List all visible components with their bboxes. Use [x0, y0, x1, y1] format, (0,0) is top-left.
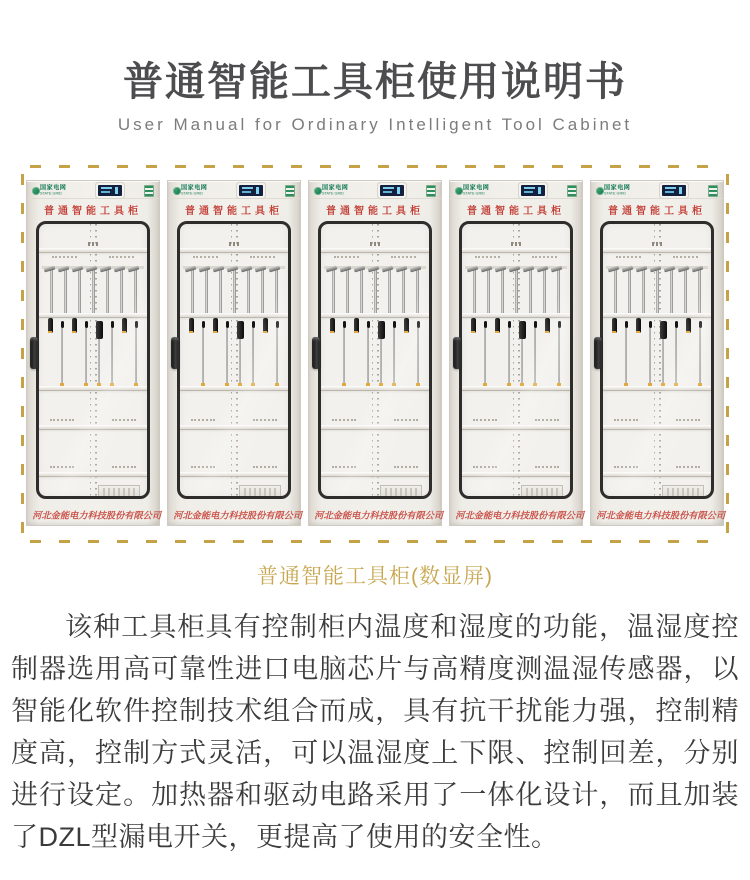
top-shelf-section — [39, 224, 147, 248]
insulated-rod — [501, 270, 504, 313]
door-handle — [453, 337, 461, 369]
shelf — [462, 248, 570, 253]
bottom-section — [321, 477, 429, 499]
shelf — [321, 386, 429, 391]
shelf — [321, 425, 429, 430]
top-shelf-section — [321, 224, 429, 248]
state-grid-emblem-icon — [455, 187, 463, 195]
vent-icon — [708, 185, 718, 197]
top-shelf-section — [462, 224, 570, 248]
vent-icon — [426, 185, 436, 197]
page-subtitle: User Manual for Ordinary Intelligent Tool Cabinet — [117, 115, 633, 134]
empty-shelf-section — [603, 430, 711, 472]
state-grid-emblem-icon — [173, 187, 181, 195]
cabinet — [167, 180, 301, 526]
brand-subname: STATE GRID — [181, 191, 203, 196]
hand-tool — [72, 318, 77, 333]
manufacturer-name: 河北金能电力科技股份有限公司 — [32, 511, 162, 522]
hand-tool — [404, 318, 409, 333]
insulated-rod — [346, 270, 349, 313]
cabinet-header — [309, 181, 441, 199]
hand-tool — [96, 318, 103, 386]
hand-tool — [495, 318, 500, 333]
door-handle — [171, 337, 179, 369]
cabinet-glass-door — [318, 221, 432, 499]
vent-icon — [285, 185, 295, 197]
insulated-rod-row — [603, 261, 711, 313]
shelf — [462, 472, 570, 477]
shelf — [39, 248, 147, 253]
insulated-rod — [374, 270, 377, 313]
bottom-section — [180, 477, 288, 499]
insulated-rod — [642, 270, 645, 313]
cabinet-glass-door — [36, 221, 150, 499]
insulated-rod — [515, 270, 518, 313]
hand-tool — [698, 318, 702, 386]
cabinet-glass-door — [459, 221, 573, 499]
cabinet-header — [168, 181, 300, 199]
cabinet-header — [591, 181, 723, 199]
insulated-rod — [219, 270, 222, 313]
shelf — [39, 425, 147, 430]
insulated-rod-row — [39, 261, 147, 313]
shelf — [321, 248, 429, 253]
hand-tool-row — [462, 318, 570, 386]
cabinet-glass-door — [600, 221, 714, 499]
state-grid-emblem-icon — [314, 187, 322, 195]
brand-name: 国家电网 — [322, 184, 349, 192]
insulated-rod — [106, 270, 109, 313]
hand-tool — [134, 318, 138, 386]
insulated-rod-row — [462, 261, 570, 313]
shelf — [462, 386, 570, 391]
state-grid-logo — [173, 181, 217, 200]
empty-shelf-section — [39, 430, 147, 472]
perforation-band — [462, 253, 570, 261]
insulated-rod — [191, 270, 194, 313]
hand-tool-row — [603, 318, 711, 386]
state-grid-emblem-icon — [32, 187, 40, 195]
temperature-display-icon — [380, 185, 404, 196]
state-grid-logo — [455, 181, 499, 200]
state-grid-logo-text — [463, 185, 489, 195]
insulated-rod — [487, 270, 490, 313]
shelf — [180, 248, 288, 253]
hand-tool — [251, 318, 255, 386]
manufacturer-name: 河北金能电力科技股份有限公司 — [173, 511, 303, 522]
hand-tool — [84, 318, 88, 386]
hand-tool — [612, 318, 617, 333]
manufacturer-name: 河北金能电力科技股份有限公司 — [455, 511, 585, 522]
insulated-rod — [92, 270, 95, 313]
manufacturer-name: 河北金能电力科技股份有限公司 — [314, 511, 444, 522]
temperature-display-icon — [662, 185, 686, 196]
empty-shelf-section — [321, 430, 429, 472]
insulated-rod — [50, 270, 53, 313]
hand-tool — [237, 318, 244, 386]
cabinet-panel-title: 普通智能工具柜 — [608, 206, 706, 217]
cabinet-header — [450, 181, 582, 199]
hand-tool — [507, 318, 511, 386]
hand-tool — [263, 318, 268, 333]
dashed-border-left — [21, 174, 24, 534]
heater-box — [662, 485, 704, 499]
shelf — [39, 472, 147, 477]
insulated-rod — [261, 270, 264, 313]
hand-tool-row — [180, 318, 288, 386]
cabinet-panel-title: 普通智能工具柜 — [44, 206, 142, 217]
insulated-rod — [416, 270, 419, 313]
hand-tool — [48, 318, 53, 333]
insulated-rod — [473, 270, 476, 313]
heater-box — [380, 485, 422, 499]
door-handle — [594, 337, 602, 369]
state-grid-emblem-icon — [596, 187, 604, 195]
insulated-rod — [134, 270, 137, 313]
insulated-rod-row — [321, 261, 429, 313]
bottom-section — [462, 477, 570, 499]
hand-tool — [686, 318, 691, 333]
insulated-rod — [275, 270, 278, 313]
empty-shelf-section — [321, 391, 429, 425]
cabinet-panel-title: 普通智能工具柜 — [467, 206, 565, 217]
brand-subname: STATE GRID — [463, 191, 485, 196]
empty-shelf-section — [462, 430, 570, 472]
page-title: 普通智能工具柜使用说明书 — [123, 60, 627, 104]
insulated-rod — [64, 270, 67, 313]
state-grid-logo — [32, 181, 76, 200]
empty-shelf-section — [180, 430, 288, 472]
hand-tool — [533, 318, 537, 386]
shelf — [180, 472, 288, 477]
hand-tool — [342, 318, 346, 386]
dashed-border-top — [30, 165, 720, 168]
bottom-section — [39, 477, 147, 499]
perforation-band — [603, 253, 711, 261]
dashed-border-bottom — [30, 540, 720, 543]
insulated-rod — [628, 270, 631, 313]
shelf — [603, 248, 711, 253]
hand-tool-row — [321, 318, 429, 386]
temperature-display-icon — [239, 185, 263, 196]
brand-subname: STATE GRID — [604, 191, 626, 196]
dashed-border-right — [726, 174, 729, 534]
perforation-band — [39, 253, 147, 261]
hand-tool — [213, 318, 218, 333]
insulated-rod — [614, 270, 617, 313]
insulated-rod — [360, 270, 363, 313]
heater-box — [521, 485, 563, 499]
cabinet — [26, 180, 160, 526]
hand-tool — [557, 318, 561, 386]
hand-tool — [225, 318, 229, 386]
cabinet-header — [27, 181, 159, 199]
hand-tool — [330, 318, 335, 333]
brand-subname: STATE GRID — [322, 191, 344, 196]
hand-tool — [189, 318, 194, 333]
brand-subname: STATE GRID — [40, 191, 62, 196]
insulated-rod — [233, 270, 236, 313]
bottom-section — [603, 477, 711, 499]
insulated-rod — [402, 270, 405, 313]
shelf — [603, 425, 711, 430]
state-grid-logo — [596, 181, 640, 200]
cabinet-panel-title: 普通智能工具柜 — [326, 206, 424, 217]
heater-box — [239, 485, 281, 499]
door-handle — [30, 337, 38, 369]
product-figure — [21, 165, 729, 543]
shelf — [180, 425, 288, 430]
insulated-rod — [698, 270, 701, 313]
cabinet-row — [21, 180, 729, 526]
cabinet-glass-door — [177, 221, 291, 499]
shelf — [180, 386, 288, 391]
insulated-rod — [557, 270, 560, 313]
cabinet — [449, 180, 583, 526]
vent-icon — [567, 185, 577, 197]
insulated-rod — [205, 270, 208, 313]
empty-shelf-section — [462, 391, 570, 425]
shelf — [321, 472, 429, 477]
brand-name: 国家电网 — [40, 184, 67, 192]
hand-tool — [60, 318, 64, 386]
empty-shelf-section — [39, 391, 147, 425]
cabinet — [590, 180, 724, 526]
hand-tool — [392, 318, 396, 386]
door-handle — [312, 337, 320, 369]
hand-tool — [674, 318, 678, 386]
perforation-band — [180, 253, 288, 261]
hand-tool — [110, 318, 114, 386]
perforation-band — [321, 253, 429, 261]
brand-name: 国家电网 — [181, 184, 208, 192]
hand-tool — [201, 318, 205, 386]
insulated-rod — [332, 270, 335, 313]
state-grid-logo — [314, 181, 358, 200]
top-shelf-section — [603, 224, 711, 248]
hand-tool-row — [39, 318, 147, 386]
temperature-display-icon — [521, 185, 545, 196]
hand-tool — [624, 318, 628, 386]
top-shelf-section — [180, 224, 288, 248]
manufacturer-name: 河北金能电力科技股份有限公司 — [596, 511, 726, 522]
empty-shelf-section — [180, 391, 288, 425]
cabinet — [308, 180, 442, 526]
hand-tool — [378, 318, 385, 386]
hand-tool — [354, 318, 359, 333]
figure-caption: 普通智能工具柜(数显屏) — [257, 565, 493, 588]
insulated-rod — [529, 270, 532, 313]
insulated-rod — [670, 270, 673, 313]
hand-tool — [122, 318, 127, 333]
insulated-rod — [684, 270, 687, 313]
hand-tool — [275, 318, 279, 386]
vent-icon — [144, 185, 154, 197]
heater-box — [98, 485, 140, 499]
insulated-rod — [656, 270, 659, 313]
state-grid-logo-text — [40, 185, 66, 195]
hand-tool — [636, 318, 641, 333]
shelf — [462, 425, 570, 430]
empty-shelf-section — [603, 391, 711, 425]
state-grid-logo-text — [604, 185, 630, 195]
shelf — [39, 386, 147, 391]
hand-tool — [366, 318, 370, 386]
shelf — [603, 472, 711, 477]
insulated-rod — [78, 270, 81, 313]
hand-tool — [660, 318, 667, 386]
shelf — [603, 386, 711, 391]
hand-tool — [471, 318, 476, 333]
state-grid-logo-text — [322, 185, 348, 195]
hand-tool — [648, 318, 652, 386]
insulated-rod — [543, 270, 546, 313]
description-paragraph: 该种工具柜具有控制柜内温度和湿度的功能，温湿度控制器选用高可靠性进口电脑芯片与高精度测温湿传感器，以智能化软件控制技术组合而成，具有抗干扰能力强，控制精度高，控制方式灵活，可以温湿度上下限、控制回差，分别进行设定。加热器和驱动电路采用了一体化设计，而且加装了DZL型漏电开关，更提高了使用的安全性。 — [11, 612, 739, 852]
hand-tool — [545, 318, 550, 333]
cabinet-panel-title: 普通智能工具柜 — [185, 206, 283, 217]
insulated-rod — [388, 270, 391, 313]
temperature-display-icon — [98, 185, 122, 196]
hand-tool — [519, 318, 526, 386]
insulated-rod — [120, 270, 123, 313]
insulated-rod — [247, 270, 250, 313]
insulated-rod-row — [180, 261, 288, 313]
hand-tool — [483, 318, 487, 386]
state-grid-logo-text — [181, 185, 207, 195]
brand-name: 国家电网 — [604, 184, 631, 192]
hand-tool — [416, 318, 420, 386]
brand-name: 国家电网 — [463, 184, 490, 192]
